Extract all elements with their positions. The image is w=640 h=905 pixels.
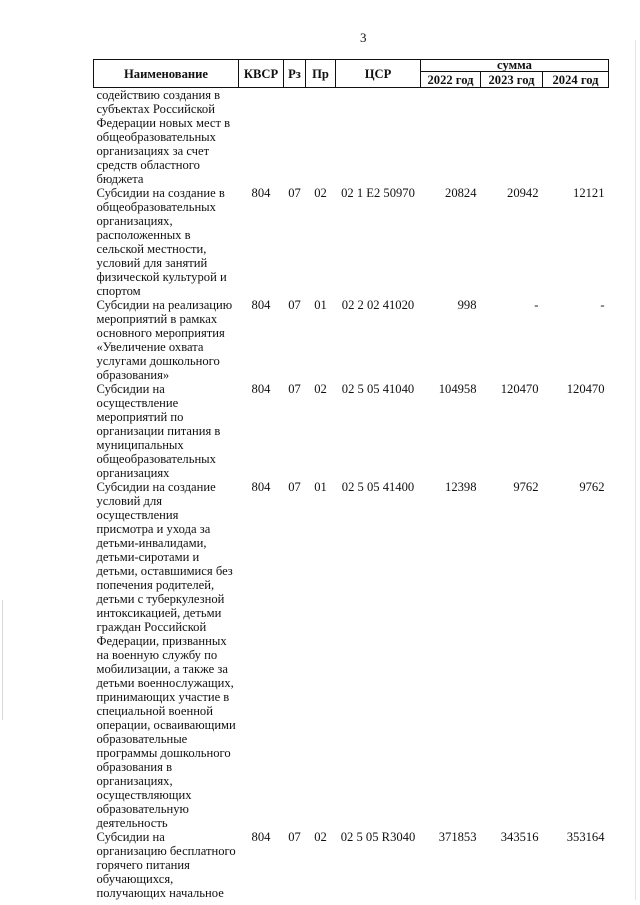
row-kvsr: 804 <box>251 480 271 494</box>
row-rz: 07 <box>288 382 301 396</box>
row-amount-2024: 9762 <box>579 480 605 494</box>
row-csr: 02 1 E2 50970 <box>341 186 415 200</box>
row-csr: 02 5 05 R3040 <box>340 830 416 844</box>
row-amount-2024: 120470 <box>566 382 605 396</box>
row-rz <box>284 88 306 187</box>
header-rz: Рз <box>284 60 306 88</box>
row-rz: 07 <box>288 830 301 844</box>
row-rz: 07 <box>288 480 301 494</box>
row-kvsr: 804 <box>251 298 271 312</box>
table-body <box>94 88 609 901</box>
row-pr: 02 <box>314 186 327 200</box>
row-amount-2023: 20942 <box>507 186 539 200</box>
row-amount-2024: 353164 <box>566 830 605 844</box>
header-year-2022: 2022 год <box>421 72 481 88</box>
row-rz: 07 <box>288 186 301 200</box>
row-kvsr: 804 <box>251 186 271 200</box>
row-pr: 01 <box>314 480 327 494</box>
row-pr <box>306 88 336 187</box>
row-amount-2024: - <box>600 298 605 312</box>
budget-table <box>93 59 609 900</box>
row-kvsr: 804 <box>251 830 271 844</box>
row-name: Субсидии на реализацию мероприятий в рамках основного мероприятия «Увеличение охвата услугами дошкольного образования» <box>96 298 233 382</box>
row-amount-2022 <box>421 88 481 187</box>
row-amount-2024 <box>543 88 609 187</box>
table-row <box>94 480 609 830</box>
header-kvsr: КВСР <box>239 60 284 88</box>
row-csr <box>336 88 421 187</box>
row-csr: 02 5 05 41040 <box>341 382 415 396</box>
scan-edge <box>635 40 636 900</box>
header-pr: Пр <box>306 60 336 88</box>
table-row <box>94 88 609 187</box>
row-amount-2023: 9762 <box>513 480 539 494</box>
scan-edge <box>2 600 3 720</box>
row-amount-2022: 20824 <box>445 186 477 200</box>
row-kvsr: 804 <box>251 382 271 396</box>
page-number: 3 <box>360 30 367 45</box>
row-name: содействию создания в субъектах Российской Федерации новых мест в общеобразовательных организациях за счет средств областного бюджета <box>96 88 231 186</box>
row-amount-2024: 12121 <box>573 186 605 200</box>
row-amount-2023: 343516 <box>500 830 539 844</box>
row-kvsr <box>239 88 284 187</box>
table-header <box>94 60 609 88</box>
row-amount-2022: 12398 <box>445 480 477 494</box>
row-name: Субсидии на создание условий для осуществления присмотра и ухода за детьми-инвалидами, детьми-сиротами и детьми, оставшимися без попечения родителей, детьми с туберкулезной интоксикацией, детьми граждан Российской Федерации, призванных на военную службу по мобилизации, а также за детьми военнослужащих, принимающих участие в специальной военной операции, осваивающими образовательные программы дошкольного образования в организациях, осуществляющих образовательную деятельность <box>96 480 236 830</box>
row-pr: 01 <box>314 298 327 312</box>
header-sum: сумма <box>421 60 609 72</box>
row-amount-2023 <box>481 88 543 187</box>
header-name: Наименование <box>94 60 239 88</box>
row-csr: 02 2 02 41020 <box>341 298 415 312</box>
row-amount-2023: - <box>534 298 539 312</box>
row-amount-2022: 104958 <box>438 382 477 396</box>
header-csr: ЦСР <box>336 60 421 88</box>
row-name: Субсидии на осуществление мероприятий по организации питания в муниципальных общеобразовательных организациях <box>96 382 221 480</box>
header-year-2023: 2023 год <box>481 72 543 88</box>
row-pr: 02 <box>314 382 327 396</box>
row-pr: 02 <box>314 830 327 844</box>
table-row <box>94 830 609 900</box>
row-amount-2022: 371853 <box>438 830 477 844</box>
row-amount-2022: 998 <box>457 298 477 312</box>
row-name: Субсидии на организацию бесплатного горячего питания обучающихся, получающих начальное <box>96 830 236 900</box>
row-name: Субсидии на создание в общеобразовательных организациях, расположенных в сельской местности, условий для занятий физической культурой и спортом <box>96 186 227 298</box>
table-row <box>94 186 609 298</box>
table-row <box>94 298 609 382</box>
table-row <box>94 382 609 480</box>
row-rz: 07 <box>288 298 301 312</box>
row-amount-2023: 120470 <box>500 382 539 396</box>
row-csr: 02 5 05 41400 <box>341 480 415 494</box>
header-year-2024: 2024 год <box>543 72 609 88</box>
